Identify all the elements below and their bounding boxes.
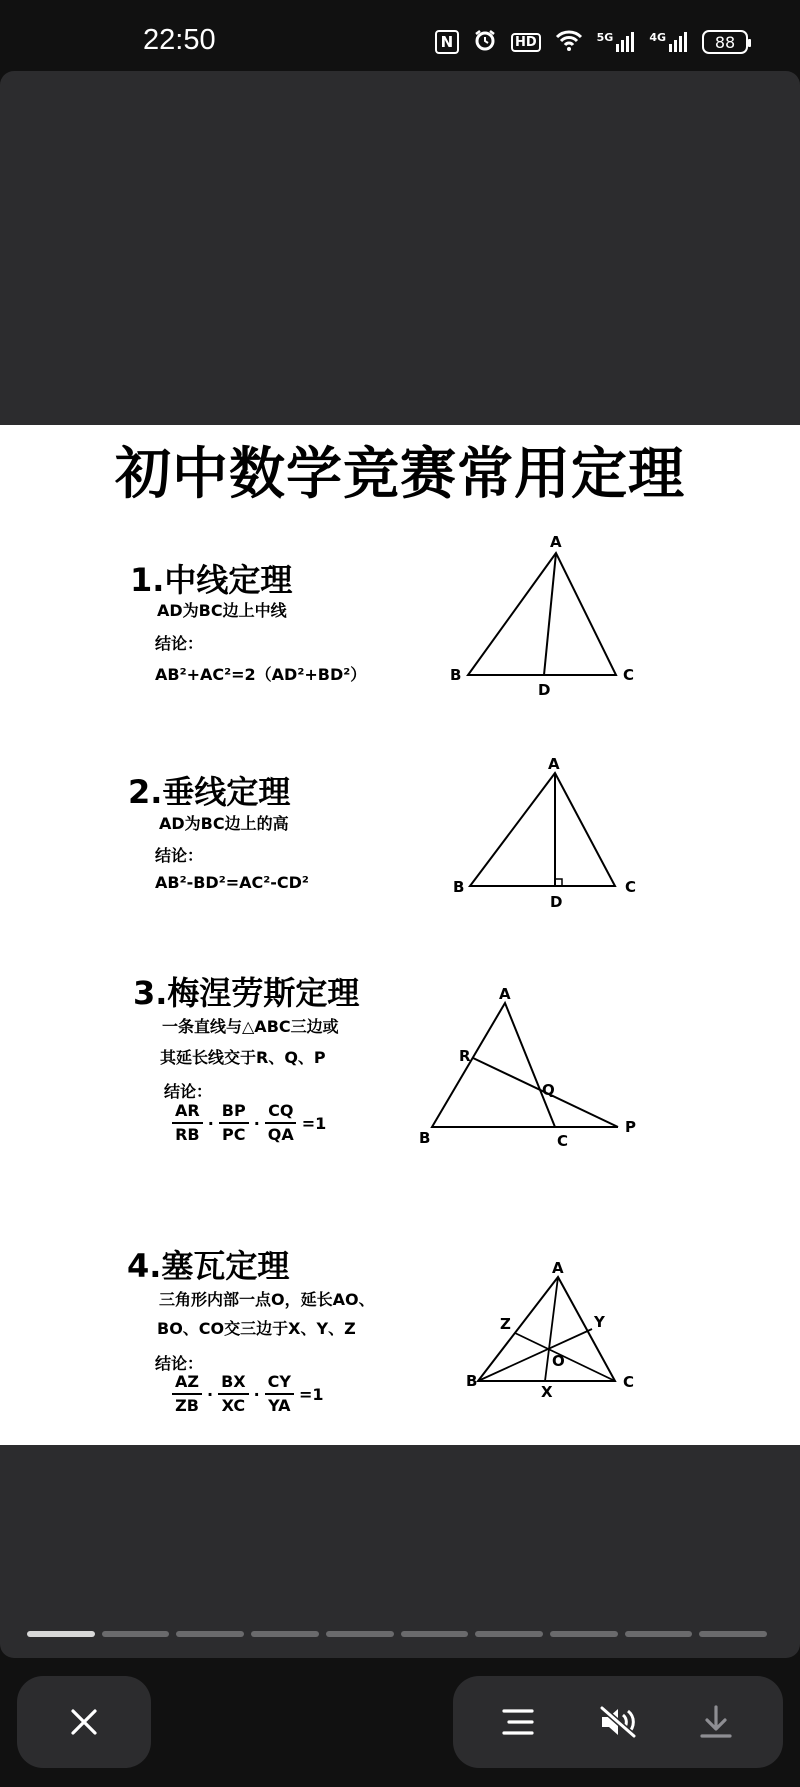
document-title: 初中数学竞赛常用定理 xyxy=(115,442,685,507)
fig1-label-c: C xyxy=(623,666,635,684)
progress-segment xyxy=(550,1631,618,1637)
section-4-formula: $\frac{AZ}{ZB}$ · $\frac{BX}{XC}$ · $\frac{CY}{YA}$ =1 xyxy=(170,1372,324,1416)
fig3-label-p: P xyxy=(625,1118,636,1136)
fig2-label-d: D xyxy=(550,893,563,911)
fig3-label-c: C xyxy=(557,1132,569,1150)
mute-button[interactable] xyxy=(578,1676,658,1768)
fig3-label-a: A xyxy=(499,985,511,1003)
section-4-title: 4.塞瓦定理 xyxy=(127,1247,290,1285)
section-4-line-2: BO、CO交三边于X、Y、Z xyxy=(157,1319,356,1338)
section-1-line-1: AD为BC边上中线 xyxy=(157,601,287,620)
nfc-icon: N xyxy=(435,30,459,54)
signal-5g-icon: 5G xyxy=(597,32,636,52)
menu-button[interactable] xyxy=(478,1676,558,1768)
section-1-title: 1.中线定理 xyxy=(130,561,293,599)
section-1-figure xyxy=(440,533,640,699)
fig4-label-o: O xyxy=(552,1352,565,1370)
fig4-label-b: B xyxy=(466,1372,478,1390)
download-button[interactable] xyxy=(676,1676,756,1768)
document-image[interactable] xyxy=(0,425,800,1445)
image-viewer[interactable] xyxy=(0,71,800,1658)
fig1-label-a: A xyxy=(550,533,562,551)
speaker-muted-icon xyxy=(598,1704,638,1740)
signal-4g-icon: 4G xyxy=(649,32,688,52)
progress-segment xyxy=(326,1631,394,1637)
fig3-label-b: B xyxy=(419,1129,431,1147)
progress-segment xyxy=(27,1631,95,1637)
section-3-title: 3.梅涅劳斯定理 xyxy=(133,974,360,1012)
close-button[interactable] xyxy=(17,1676,151,1768)
progress-segment xyxy=(176,1631,244,1637)
fig3-label-q: Q xyxy=(542,1081,555,1099)
progress-segment xyxy=(401,1631,469,1637)
section-4-figure xyxy=(460,1259,650,1407)
alarm-icon xyxy=(473,28,497,56)
wifi-icon xyxy=(555,29,583,55)
progress-segment xyxy=(475,1631,543,1637)
fig4-label-y: Y xyxy=(594,1313,605,1331)
fig2-label-a: A xyxy=(548,755,560,773)
fig4-label-z: Z xyxy=(500,1315,511,1333)
section-2-figure xyxy=(440,755,640,911)
section-2-line-3: AB²-BD²=AC²-CD² xyxy=(155,873,309,892)
page-progress-indicator xyxy=(27,1631,767,1637)
section-1-line-2: 结论： xyxy=(155,634,204,653)
fig2-label-c: C xyxy=(625,878,637,896)
clock: 22:50 xyxy=(143,24,216,56)
section-3-line-3: 结论： xyxy=(164,1082,213,1101)
section-3-line-2: 其延长线交于R、Q、P xyxy=(160,1048,326,1067)
section-3-formula: $\frac{AR}{RB}$ · $\frac{BP}{PC}$ · $\frac{CQ}{QA}$ =1 xyxy=(170,1101,326,1145)
status-icons xyxy=(435,28,748,56)
status-bar xyxy=(0,0,800,80)
section-2-title: 2.垂线定理 xyxy=(128,773,291,811)
fig1-label-d: D xyxy=(538,681,551,699)
progress-segment xyxy=(102,1631,170,1637)
section-3-line-1: 一条直线与△ABC三边或 xyxy=(162,1017,339,1036)
section-4-line-1: 三角形内部一点O，延长AO、 xyxy=(159,1290,375,1309)
progress-segment xyxy=(699,1631,767,1637)
fig2-label-b: B xyxy=(453,878,465,896)
download-icon xyxy=(699,1704,733,1740)
progress-segment xyxy=(251,1631,319,1637)
fig3-label-r: R xyxy=(459,1047,471,1065)
section-2-line-1: AD为BC边上的高 xyxy=(159,814,289,833)
action-bar xyxy=(453,1676,783,1768)
fig4-label-c: C xyxy=(623,1373,635,1391)
battery-indicator: 88 xyxy=(702,30,748,54)
fig4-label-x: X xyxy=(541,1383,553,1401)
section-2-line-2: 结论： xyxy=(155,846,204,865)
close-icon xyxy=(69,1707,99,1737)
section-1-line-3: AB²+AC²=2（AD²+BD²） xyxy=(155,665,367,684)
progress-segment xyxy=(625,1631,693,1637)
hd-icon: HD xyxy=(511,33,541,52)
section-4-line-3: 结论： xyxy=(155,1354,204,1373)
section-3-figure xyxy=(415,985,636,1150)
menu-icon xyxy=(501,1707,535,1737)
fig1-label-b: B xyxy=(450,666,462,684)
fig4-label-a: A xyxy=(552,1259,564,1277)
